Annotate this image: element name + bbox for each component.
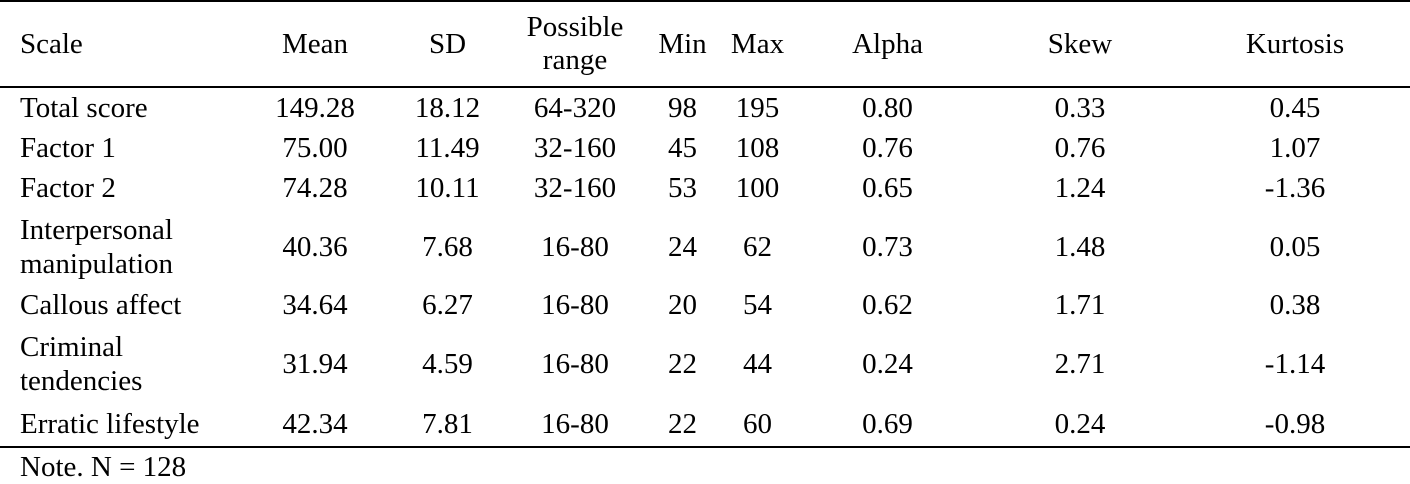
cell-sd: 6.27 <box>422 289 473 321</box>
table-row <box>0 168 1410 208</box>
row-label: Criminal tendencies <box>20 330 143 397</box>
column-header-sd: SD <box>390 1 505 87</box>
cell-min: 98 <box>668 92 697 124</box>
cell-min: 53 <box>668 172 697 204</box>
table-row <box>0 325 1410 402</box>
cell-max: 108 <box>735 132 780 164</box>
cell-skew: 1.24 <box>1054 172 1106 204</box>
column-header-max: Max <box>720 1 795 87</box>
cell-range: 16-80 <box>541 347 609 380</box>
cell-sd: 7.68 <box>422 230 473 263</box>
cell-sd: 7.81 <box>390 402 505 447</box>
cell-kurtosis: -0.98 <box>1180 402 1410 447</box>
cell-max: 62 <box>743 230 772 263</box>
cell-mean: 74.28 <box>282 172 348 204</box>
row-label: Factor 2 <box>20 172 116 204</box>
cell-range: 16-80 <box>541 289 609 321</box>
cell-sd: 18.12 <box>414 92 481 124</box>
table-header <box>0 1 1410 87</box>
cell-max: 44 <box>743 347 772 380</box>
column-header-kurtosis: Kurtosis <box>1180 1 1410 87</box>
cell-kurtosis: 0.45 <box>1269 92 1321 124</box>
column-header-min: Min <box>645 1 720 87</box>
table-row <box>0 402 1410 447</box>
column-header-alpha: Alpha <box>795 1 980 87</box>
cell-mean: 34.64 <box>282 289 348 321</box>
cell-alpha: 0.69 <box>795 402 980 447</box>
cell-range: 16-80 <box>541 230 609 263</box>
column-header-mean: Mean <box>240 1 390 87</box>
cell-skew: 0.33 <box>1054 92 1106 124</box>
row-label: Callous affect <box>20 289 182 321</box>
row-label: Total score <box>20 92 148 124</box>
table-row <box>0 285 1410 325</box>
cell-skew: 2.71 <box>1054 347 1106 380</box>
cell-kurtosis: -1.36 <box>1264 172 1326 204</box>
header-row <box>0 1 1410 87</box>
cell-mean: 40.36 <box>282 230 348 263</box>
cell-sd: 10.11 <box>415 172 480 204</box>
cell-max: 54 <box>743 289 772 321</box>
cell-sd: 11.49 <box>415 132 480 164</box>
cell-skew: 0.24 <box>980 402 1180 447</box>
cell-kurtosis: 1.07 <box>1269 132 1321 164</box>
cell-range: 64-320 <box>533 92 617 124</box>
table-body <box>0 87 1410 447</box>
cell-skew: 0.76 <box>1054 132 1106 164</box>
cell-mean: 31.94 <box>282 347 348 380</box>
cell-max: 100 <box>735 172 780 204</box>
cell-alpha: 0.80 <box>862 92 913 124</box>
cell-skew: 1.48 <box>1054 230 1106 263</box>
cell-range: 16-80 <box>505 402 645 447</box>
row-label: Erratic lifestyle <box>0 402 240 447</box>
cell-range: 32-160 <box>533 172 617 204</box>
table-row <box>0 128 1410 168</box>
cell-skew: 1.71 <box>1054 289 1106 321</box>
cell-alpha: 0.73 <box>862 230 913 263</box>
row-label: Factor 1 <box>20 132 116 164</box>
row-label: Interpersonal manipulation <box>20 213 174 280</box>
cell-min: 45 <box>668 132 697 164</box>
column-header-scale: Scale <box>0 1 240 87</box>
cell-min: 22 <box>645 402 720 447</box>
cell-max: 60 <box>720 402 795 447</box>
cell-mean: 42.34 <box>240 402 390 447</box>
cell-alpha: 0.65 <box>862 172 913 204</box>
cell-alpha: 0.76 <box>862 132 913 164</box>
table-note: Note. N = 128 <box>20 451 187 483</box>
cell-max: 195 <box>735 92 780 124</box>
cell-min: 20 <box>668 289 697 321</box>
cell-alpha: 0.24 <box>862 347 913 380</box>
cell-min: 22 <box>668 347 697 380</box>
column-header-possible-range: Possible range <box>505 1 645 87</box>
cell-alpha: 0.62 <box>862 289 913 321</box>
cell-kurtosis: 0.38 <box>1269 289 1321 321</box>
column-header-skew: Skew <box>980 1 1180 87</box>
table-row <box>0 87 1410 128</box>
cell-min: 24 <box>668 230 697 263</box>
cell-range: 32-160 <box>533 132 617 164</box>
cell-mean: 75.00 <box>282 132 348 164</box>
cell-kurtosis: -1.14 <box>1264 347 1326 380</box>
cell-sd: 4.59 <box>422 347 473 380</box>
table-row <box>0 208 1410 285</box>
cell-kurtosis: 0.05 <box>1269 230 1321 263</box>
cell-mean: 149.28 <box>275 92 355 124</box>
